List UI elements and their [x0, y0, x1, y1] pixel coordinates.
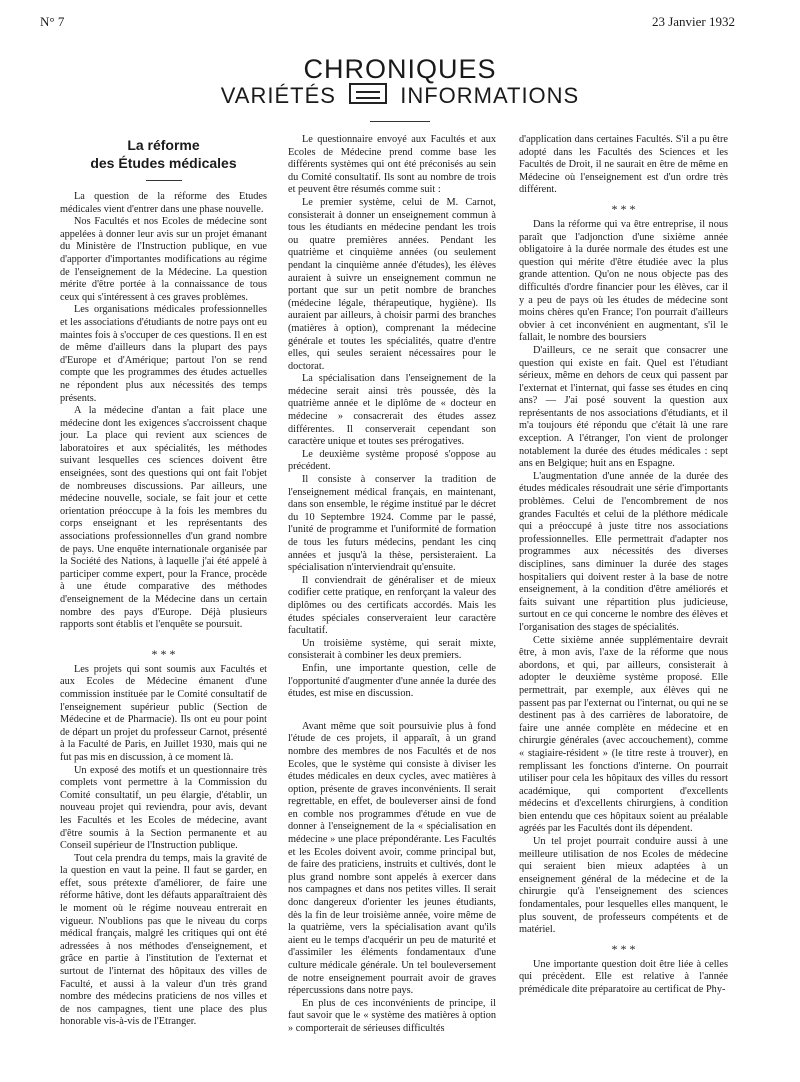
paragraph: D'ailleurs, ce ne serait que consacrer une question qui existe en fait. Quel est l'étudiant sérieux, même en dehors de ceux qui passent par l'externat et l'internat, qui fasse ses études en cinq ans? — J'ai posé souvent la question aux représentants de nos associations d'étudiants, et il m'a toujours été répondu que c'était là une rare exception. A l'étranger, l'on vient de prolonger notablement la durée des études médicales : sept ans en Belgique; huit ans en Espagne.: [519, 344, 728, 470]
paragraph: Un exposé des motifs et un questionnaire très complets vont permettre à la Commission du Comité consultatif, un peu élargie, d'établir, un nouveau projet qui reviendra, pour avis, devant les Facultés et les Ecoles de médecine, avant d'être soumis à la Section permanente et au Conseil supérieur de l'Instruction publique.: [60, 764, 267, 852]
paragraph: d'application dans certaines Facultés. S'il a pu être adopté dans les Facultés des Sciences et les Facultés de Droit, il ne saurait en être de même en Médecine où l'enseignement est d'un ordre très différent.: [519, 134, 728, 196]
paragraph: Le deuxième système proposé s'oppose au précédent.: [288, 448, 496, 473]
paragraph: Une importante question doit être liée à celles qui précèdent. Elle est relative à l'année prémédicale dite préparatoire au certificat de Phy-: [519, 958, 728, 995]
article-title-line-2: des Études médicales: [90, 155, 237, 171]
article-title-line-1: La réforme: [127, 137, 200, 153]
paragraph: L'augmentation d'une année de la durée des études médicales résoudrait une série d'importants problèmes. Celui de l'encombrement de nos grandes Facultés et celui de la pléthore médicale qui a préoccupé à juste titre nos associations professionnelles. Elle permettrait d'adapter nos programmes aux nécessités des diverses disciplines, sans diminuer la durée des stages hospitaliers qui doivent rester à la base de notre enseignement, à la condition d'être améliorés et faits suivant une répartition plus judicieuse, surtout en ce qui concerne le nombre des élèves et l'organisation des stages de spécialités.: [519, 470, 728, 633]
paragraph: La question de la réforme des Etudes médicales vient d'entrer dans une phase nouvelle.: [60, 191, 267, 215]
masthead-rule: [370, 121, 430, 122]
paragraph: Le premier système, celui de M. Carnot, consisterait à donner un enseignement commun à tous les étudiants en médecine pendant les trois ou quatre premières années. Pendant les quatrième et cinquième années (ou seulement pendant la cinquième année d'études), les élèves auraient à suivre un enseignement commun ne portant que sur un petit nombre de branches (médecine légale, thérapeutique, hygiène). Ils auraient par ailleurs, à choisir parmi des branches (matières à option), comprenant la médecine générale et toutes les spécialités, quatre d'entre elles, qui seules seraient nécessaires pour le doctorat.: [288, 196, 496, 372]
masthead-title: CHRONIQUES: [303, 54, 497, 84]
paragraph: La spécialisation dans l'enseignement de la médecine serait ainsi très poussée, dès la quatrième année et le diplôme de « docteur en médecine » consacrerait des études assez différentes. Il conserverait cependant son caractère unique et toutes ses prérogatives.: [288, 373, 496, 448]
column-1: [60, 134, 267, 1029]
masthead-subtitle: [0, 83, 800, 109]
section-stars: * * *: [611, 941, 636, 956]
paragraph: Tout cela prendra du temps, mais la gravité de la question en vaut la peine. Il faut se garder, en effet, sous prétexte d'améliorer, de faire une réforme hâtive, dont les défauts apparaîtraient dès le moment où le régime nouveau entrerait en vigueur. N'oublions pas que le niveau du corps médical français, malgré les critiques qui ont été adressées à nos méthodes d'enseignement, et grâce en partie à l'institution de l'externat et surtout de l'internat des hôpitaux des villes de Faculté, et aussi à la valeur d'un très grand nombre des médecins praticiens de nos villes et de nos campagnes, tient une place des plus honorable vis-à-vis de l'Etranger.: [60, 852, 267, 1028]
paragraph: Cette sixième année supplémentaire devrait être, à mon avis, l'axe de la réforme que nous abordons, et qui, par ailleurs, consisterait à adopter le deuxième système proposé. Elle permettrait, par exemple, aux élèves qui ne passent pas par l'externat ou l'internat, ou qui ne se destinent pas à des carrières de laboratoire, de faire une année complète en médecine et en chirurgie générales (avec accouchement), comme « stagiaire-résident » (le titre reste à trouver), en remplissant les fonctions d'interne. On pourrait utiliser pour cela les hôpitaux des villes du ressort académique, qui comportent d'excellents médecins et d'excellents chirurgiens, à condition bien entendu que ces hôpitaux soient au préalable agréés par les Facultés dont ils dépendent.: [519, 634, 729, 835]
paragraph: Enfin, une importante question, celle de l'opportunité d'augmenter d'une année la durée des études, est mise en discussion.: [288, 662, 496, 700]
paragraph: Le questionnaire envoyé aux Facultés et aux Ecoles de Médecine prend comme base les différents systèmes qui ont été préconisés au sein du Comité consultatif. Ils sont au nombre de trois et peuvent être résumés comme suit :: [288, 134, 496, 196]
paragraph: Les organisations médicales professionnelles et les associations d'étudiants de notre pays ont eu maintes fois à s'occuper de ces questions. Il en est de même d'ailleurs dans la plupart des pays d'Europe et d'Amérique; partout l'on se rend compte que les programmes des études actuelles ne répondent plus aux nécessités des temps présents.: [60, 304, 267, 404]
column-3: [519, 134, 728, 997]
section-stars: * * *: [611, 201, 636, 216]
section-stars: * * *: [151, 646, 176, 661]
ornament-icon: [349, 83, 387, 104]
issue-date: 23 Janvier 1932: [651, 14, 735, 29]
paragraph: A la médecine d'antan a fait place une médecine dont les exigences s'accroissent chaque jour. La place qui revient aux sciences de laboratoires et aux spécialités, les méthodes suivant lesquelles ces sciences doivent être enseignées, sont des questions qui ont fait l'objet de nombreuses discussions. Par ailleurs, une médecine nouvelle, sociale, se fait jour et cette orientation préoccupe à la fois les membres du corps enseignant et les représentants des associations professionnelles d'un grand nombre de pays. Une enquête internationale organisée par la Société des Nations, à laquelle j'ai été appelé à participer comme expert, pour la France, procède à une étude comparative des méthodes d'enseignement de la Médecine dans un certain nombre des pays d'Europe. Déjà plusieurs rapports sont établis et l'enquête se poursuit.: [60, 405, 267, 631]
column-2: [288, 134, 496, 1036]
paragraph: Un tel projet pourrait conduire aussi à une meilleure utilisation de nos Ecoles de médecine qui seraient bien mieux adaptées à un enseignement général de la médecine et de la chirurgie qu'à l'enseignement des sciences fondamentales, pour lesquelles elles manquent, le plus souvent, de professeurs compétents et de matériel.: [519, 836, 728, 936]
paragraph: Un troisième système, qui serait mixte, consisterait à combiner les deux premiers.: [288, 637, 496, 662]
issue-number: N° 7: [40, 14, 65, 29]
paragraph: En plus de ces inconvénients de principe, il faut savoir que le « système des matières à option » comporterait de sérieuses difficultés: [288, 997, 496, 1034]
paragraph: Dans la réforme qui va être entreprise, il nous paraît que l'adjonction d'une sixième année obligatoire à la durée normale des études est une question qui mérite d'être étudiée avec la plus grande attention. Qu'on ne nous objecte pas des difficultés d'ordre financier pour les élèves, car il y a peu de pays où les études de médecine sont moins chères qu'en France; l'on pourrait d'ailleurs obvier à cet inconvénient en augmentant, s'il le fallait, le nombre des boursiers: [519, 218, 728, 344]
paragraph: Il conviendrait de généraliser et de mieux codifier cette pratique, en renforçant la valeur des diplômes ou des certificats accordés. Mais les études spéciales conserveraient leur caractère facultatif.: [288, 574, 496, 637]
paragraph: Nos Facultés et nos Ecoles de médecine sont appelées à donner leur avis sur un projet émanant du Ministère de l'Instruction publique, en vue d'apporter d'importantes modifications au régime de l'enseignement de la Médecine. La question mérite d'être portée à la connaissance de tous ceux qui s'intéressent à ces graves problèmes.: [60, 216, 267, 303]
paragraph: Les projets qui sont soumis aux Facultés et aux Ecoles de Médecine émanent d'une commission instituée par le Comité consultatif de l'enseignement supérieur public (Section de Médecine et de Pharmacie). Ils ont eu pour point de départ un projet du professeur Carnot, présenté à la Faculté de Paris, en Juillet 1930, mais qui ne fut pas mis en discussion, à ce moment là.: [60, 663, 267, 763]
masthead-left: VARIÉTÉS: [220, 83, 336, 108]
title-rule: [146, 180, 182, 181]
paragraph: Avant même que soit poursuivie plus à fond l'étude de ces projets, il apparaît, à un grand nombre des membres de nos Facultés et de nos Ecoles, que le système qui consiste à diviser les études médicales en deux cycles, avec matières à option, présente de graves inconvénients. Il serait regrettable, en effet, de bouleverser ainsi de fond en comble nos programmes d'étude en vue de donner à l'enseignement de la « spécialisation en médecine » une place prépondérante. Les Facultés et les Ecoles doivent avoir, comme principal but, de faire des praticiens, instruits et cultivés, dont le plus grand nombre sont appelés à exercer dans nos campagnes et dans nos petites villes. Il serait donc dangereux d'orienter les jeunes étudiants, dès la fin de leur troisième année, voire même de la quatrième, vers la spécialisation avant qu'ils aient eu le temps d'acquérir un peu de maturité et d'assimiler les éléments fondamentaux d'une culture médicale générale. Un tel bouleversement de notre enseignement pourrait avoir de graves répercussions dans notre pays.: [288, 720, 496, 997]
article-title: [60, 136, 267, 172]
masthead-right: INFORMATIONS: [400, 83, 580, 108]
paragraph: Il consiste à conserver la tradition de l'enseignement médical français, en maintenant, dans son ensemble, le régime institué par le décret du 10 Septembre 1924. Comme par le passé, l'unité de programme et l'uniformité de formation de tous les futurs médecins, pendant les cinq années et jusqu'à la thèse, persisteraient. La spécialisation n'interviendrait qu'ensuite.: [288, 474, 496, 574]
